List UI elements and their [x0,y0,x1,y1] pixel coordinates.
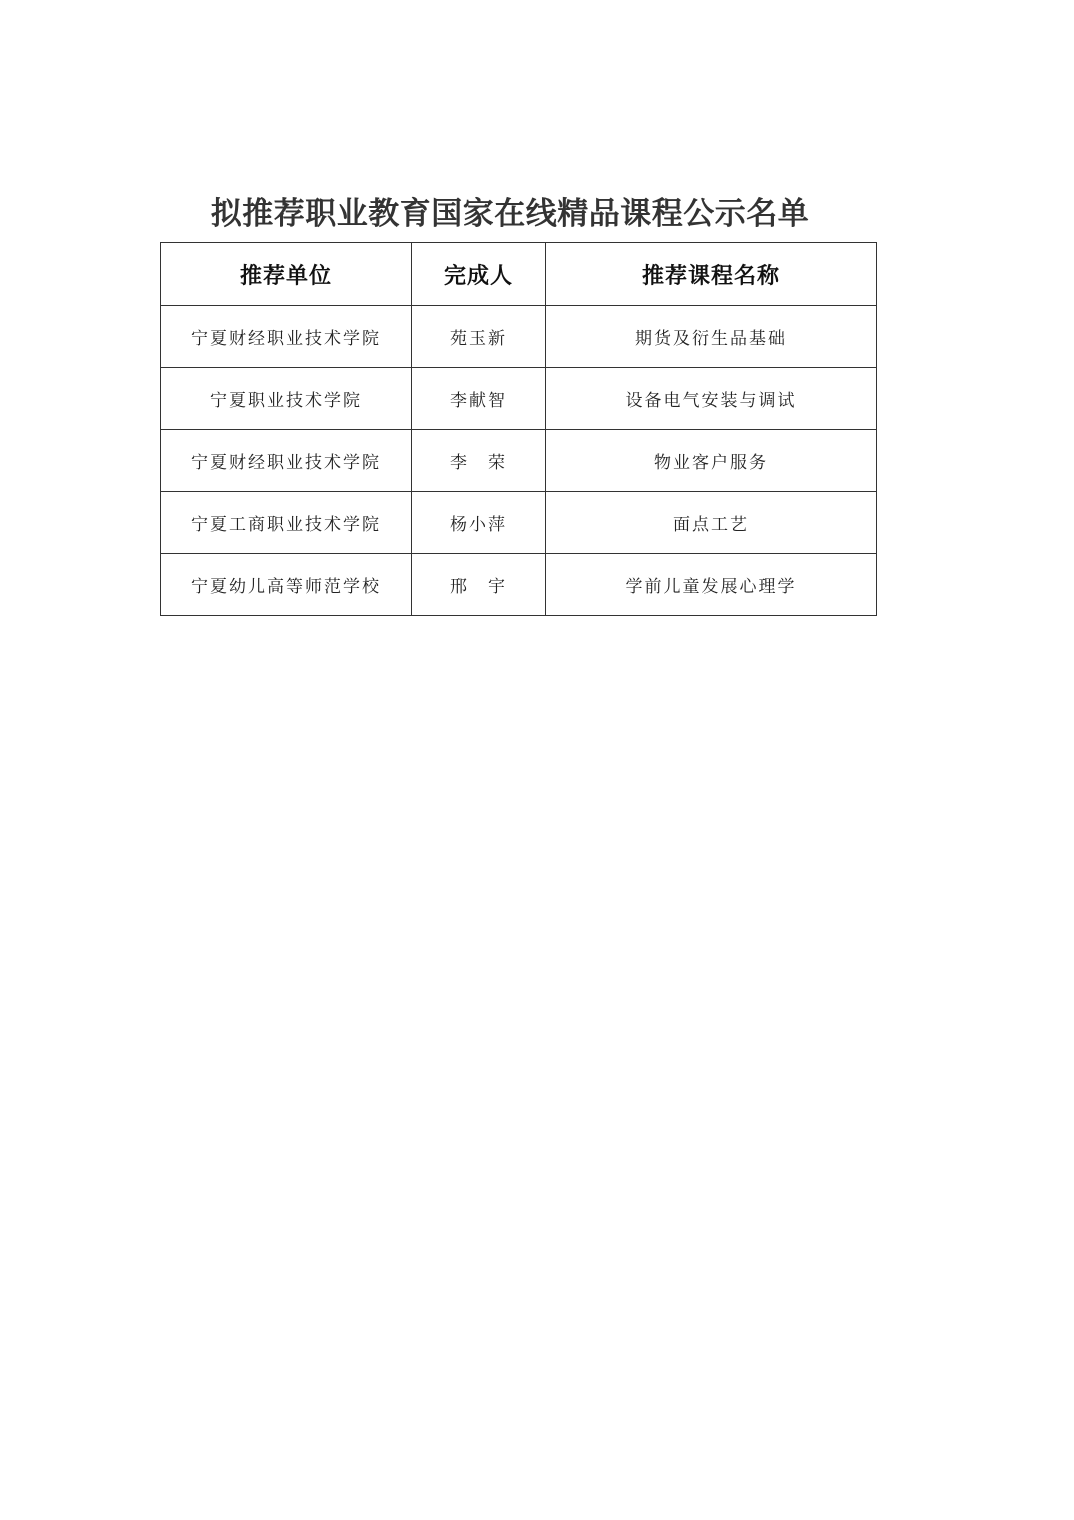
header-course-name: 推荐课程名称 [546,243,877,306]
table-row [161,430,877,492]
cell-course: 学前儿童发展心理学 [546,554,877,616]
cell-unit: 宁夏财经职业技术学院 [161,306,412,368]
header-recommending-unit: 推荐单位 [161,243,412,306]
cell-unit: 宁夏工商职业技术学院 [161,492,412,554]
cell-unit: 宁夏职业技术学院 [161,368,412,430]
table-row [161,492,877,554]
document-title: 拟推荐职业教育国家在线精品课程公示名单 [210,196,810,232]
table-row [161,554,877,616]
header-completed-by: 完成人 [412,243,546,306]
cell-course: 面点工艺 [546,492,877,554]
cell-person: 李 荣 [412,430,546,492]
table-header-row [161,243,877,306]
cell-course: 期货及衍生品基础 [546,306,877,368]
recommendation-table [160,242,877,616]
table-row [161,306,877,368]
table-row [161,368,877,430]
cell-person: 邢 宇 [412,554,546,616]
cell-person: 杨小萍 [412,492,546,554]
cell-unit: 宁夏幼儿高等师范学校 [161,554,412,616]
cell-person: 苑玉新 [412,306,546,368]
cell-unit: 宁夏财经职业技术学院 [161,430,412,492]
cell-course: 设备电气安装与调试 [546,368,877,430]
cell-course: 物业客户服务 [546,430,877,492]
cell-person: 李献智 [412,368,546,430]
